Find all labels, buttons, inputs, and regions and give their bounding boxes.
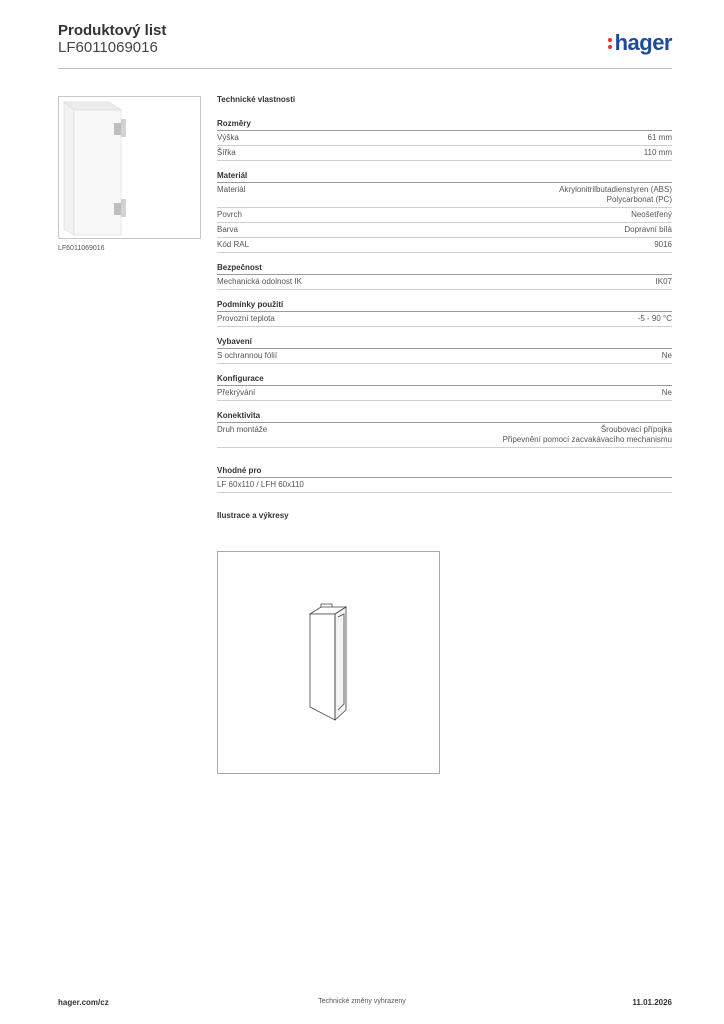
logo-dots-icon bbox=[608, 38, 612, 49]
section-heading: Konektivita bbox=[217, 411, 672, 423]
spec-value-line: Dopravní bílá bbox=[624, 225, 672, 234]
section-heading: Podmínky použití bbox=[217, 300, 672, 312]
suitable-for-section bbox=[217, 466, 672, 493]
logo-text: hager bbox=[614, 30, 672, 55]
spec-label: Materiál bbox=[217, 185, 246, 194]
header-divider bbox=[58, 68, 672, 69]
spec-value bbox=[648, 133, 672, 143]
spec-value bbox=[631, 210, 672, 220]
spec-value-line: Šroubovací přípojka bbox=[600, 425, 672, 434]
spec-value-line: Neošetřený bbox=[631, 210, 672, 219]
spec-label: Provozní teplota bbox=[217, 314, 275, 323]
product-image-caption: LF6011069016 bbox=[58, 245, 105, 252]
spec-value bbox=[662, 388, 672, 398]
spec-row bbox=[217, 238, 672, 253]
spec-value bbox=[656, 277, 672, 287]
footer-date: 11.01.2026 bbox=[632, 998, 672, 1007]
spec-value bbox=[654, 240, 672, 250]
spec-row bbox=[217, 423, 672, 448]
footer-website[interactable]: hager.com/cz bbox=[58, 998, 109, 1007]
spec-value-line: IK07 bbox=[655, 277, 672, 286]
spec-value-line: 61 mm bbox=[647, 133, 672, 142]
page-title: Produktový list bbox=[58, 22, 167, 39]
spec-label: Kód RAL bbox=[217, 240, 250, 249]
product-code: LF6011069016 bbox=[58, 39, 158, 56]
specs-title: Technické vlastnosti bbox=[217, 95, 296, 104]
spec-section bbox=[217, 374, 672, 401]
spec-row bbox=[217, 386, 672, 401]
end-cap-drawing-icon bbox=[218, 552, 439, 773]
spec-value bbox=[503, 425, 672, 445]
section-heading: Vybavení bbox=[217, 337, 672, 349]
spec-value-line: Ne bbox=[661, 351, 672, 360]
spec-section bbox=[217, 263, 672, 290]
spec-label: Výška bbox=[217, 133, 239, 142]
spec-row bbox=[217, 146, 672, 161]
spec-row bbox=[217, 312, 672, 327]
spec-label: Druh montáže bbox=[217, 425, 268, 434]
illustrations-title: Ilustrace a výkresy bbox=[217, 511, 289, 520]
section-heading: Bezpečnost bbox=[217, 263, 672, 275]
spec-value-line: -5 - 90 °C bbox=[637, 314, 672, 323]
spec-value-line: 9016 bbox=[654, 240, 672, 249]
footer-note: Technické změny vyhrazeny bbox=[318, 998, 406, 1005]
technical-specs bbox=[217, 95, 672, 520]
section-heading: Materiál bbox=[217, 171, 672, 183]
spec-value bbox=[624, 225, 672, 235]
spec-section bbox=[217, 171, 672, 253]
spec-value-line: Ne bbox=[661, 388, 672, 397]
spec-value bbox=[662, 351, 672, 361]
spec-row bbox=[217, 183, 672, 208]
spec-row bbox=[217, 208, 672, 223]
spec-row bbox=[217, 131, 672, 146]
section-heading: Vhodné pro bbox=[217, 466, 672, 478]
spec-value-line: 110 mm bbox=[643, 148, 672, 157]
spec-row bbox=[217, 478, 672, 493]
spec-section bbox=[217, 411, 672, 448]
spec-section bbox=[217, 300, 672, 327]
spec-value-line: Polycarbonat (PC) bbox=[606, 195, 672, 204]
spec-value bbox=[559, 185, 672, 205]
technical-drawing bbox=[217, 551, 440, 774]
spec-label: Barva bbox=[217, 225, 238, 234]
spec-row bbox=[217, 275, 672, 290]
spec-value bbox=[638, 314, 672, 324]
hager-logo[interactable] bbox=[608, 30, 672, 56]
spec-sections bbox=[217, 119, 672, 448]
spec-section bbox=[217, 119, 672, 161]
spec-label: Překrývání bbox=[217, 388, 256, 397]
spec-row bbox=[217, 349, 672, 364]
spec-label: Povrch bbox=[217, 210, 242, 219]
spec-label: Šířka bbox=[217, 148, 236, 157]
product-image bbox=[58, 96, 201, 239]
spec-section bbox=[217, 337, 672, 364]
spec-value-line: Akrylonitrilbutadienstyren (ABS) bbox=[559, 185, 672, 194]
spec-value bbox=[644, 148, 672, 158]
end-cap-photo-icon bbox=[59, 97, 200, 238]
section-heading: Konfigurace bbox=[217, 374, 672, 386]
spec-label: LF 60x110 / LFH 60x110 bbox=[217, 480, 304, 489]
spec-label: Mechanická odolnost IK bbox=[217, 277, 302, 286]
section-heading: Rozměry bbox=[217, 119, 672, 131]
spec-value-line: Připevnění pomocí zacvakávacího mechanismu bbox=[502, 435, 672, 444]
spec-label: S ochrannou fólií bbox=[217, 351, 278, 360]
spec-row bbox=[217, 223, 672, 238]
